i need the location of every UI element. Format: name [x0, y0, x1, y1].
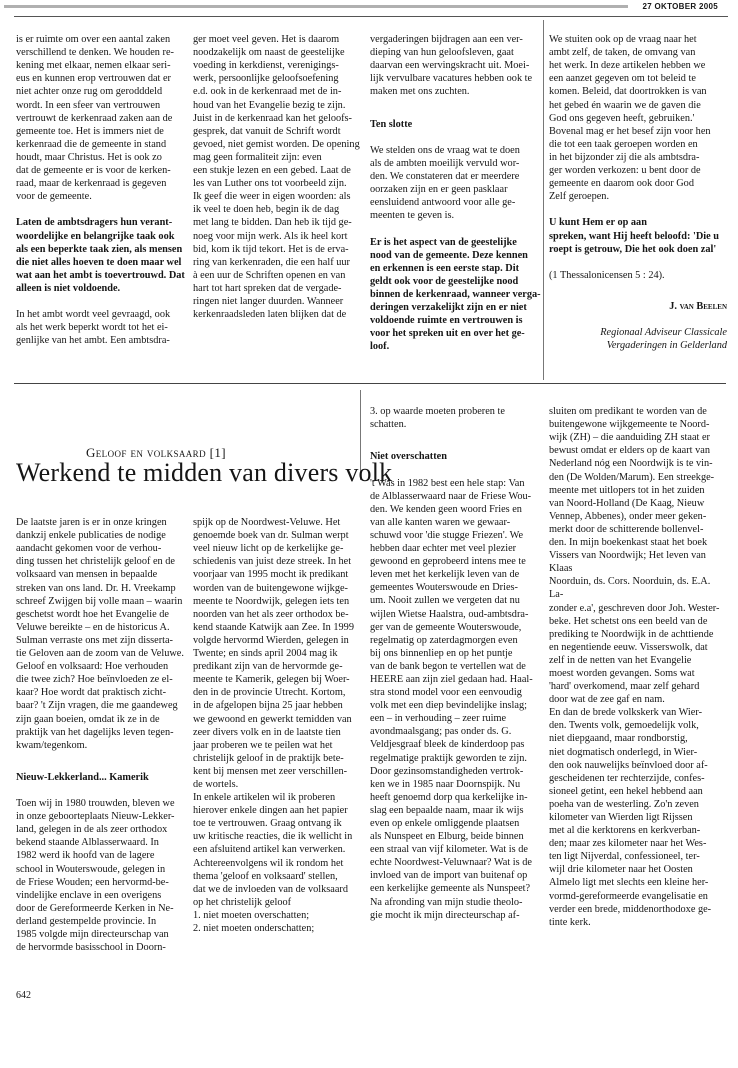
- article-col3-list-item: 3. op waarde moeten proberen te schatten.: [370, 406, 505, 431]
- article-col-1: [16, 503, 188, 967]
- prev-col3-bold: Er is het aspect van de geestelijke nood van de gemeente. Deze kennen en erkennen is een eerste stap. Dit geldt ook voor de geestelijke nood binnen de kerkenraad, wanneer verga- deringen verzakelijkt zijn en er niet voldoende ruimte en vertrouwen is voor het spreken uit en over het ge- loof.: [370, 236, 541, 353]
- section-heading-niet-overschatten: Niet overschatten: [370, 451, 447, 463]
- article-col-4: [549, 392, 727, 942]
- prev-col4-bold: U kunt Hem er op aan spreken, want Hij heeft beloofd: 'Die u roept is getrouw, Die het ook doen zal': [549, 217, 719, 255]
- prev-article-col-2: [193, 20, 368, 334]
- page-number: 642: [16, 990, 31, 1001]
- article-col4-body: sluiten om predikant te worden van de buitengewone wijkgemeente te Noord- wijk (ZH) – die aanduiding ZH staat er bewust omdat er elders op de kaart van Nederland nóg een Noordwijk is te vin- den (De Wolden/Marum). Een streekge- meente met uitlopers tot in het zuiden van Noord-Holland (De Kaag, Nieuw Vennep, Abbenes), onder meer geken- merkt door de schitterende bollenvel- den. In mijn boekenkast staat het boek Vissers van Noordwijk; Het leven van Klaas Noorduin, ds. Cors. Noorduin, ds. E.A. La- zonder e.a', geschreven door Joh. Wester- beke. Het schetst ons een beeld van de prediking te Noordwijk in de achttiende en negentiende eeuw. Visserswolk, dat zelf in de netten van het Evangelie moest worden gevangen. Soms wat 'hard' overkomend, maar zelf gehard door wat de zee gaf en nam. En dan de brede volkskerk van Wier- den. Twents volk, gemoedelijk volk, niet diepgaand, maar rondborstig, niet dogmatisch onderlegd, in Wier- den ook nauwelijks beïnvloed door af- gescheidenen ter rechterzijde, confes- sioneel getint, een hekel hebbend aan poeha van de westerling. Zo'n zeven kilometer van Wierden ligt Rijssen met al die kerktorens en kerkverban- den; maar zes kilometer naar het Wes- ten ligt Nijverdal, confessioneel, ter- wijl drie kilometer naar het Oosten Almelo ligt met slechts een kleine her- vormd-gereformeerde evangelisatie en verder een brede, middenorthodoxe ge- tinte kerk.: [549, 406, 720, 928]
- column-divider: [543, 20, 544, 380]
- author-signature: J. van Beelen: [669, 300, 727, 312]
- section-heading-nieuw-lekkerland: Nieuw-Lekkerland... Kamerik: [16, 771, 149, 783]
- prev-article-col-4: [549, 20, 727, 365]
- prev-col4-ref: (1 Thessalonicensen 5 : 24).: [549, 269, 665, 281]
- prev-col1-bold: Laten de ambtsdragers hun verant- woordelijke en belangrijke taak ook als een beperkte taak zien, als mensen die niet alles hoeven te doen maar wel wat aan het ambt is toevertrouwd. Dat alleen is niet voldoende.: [16, 217, 185, 294]
- prev-col2-para: ger moet veel geven. Het is daarom noodzakelijk om naast de geestelijke voeding in kerkdienst, verenigings- werk, persoonlijke geloofsoefening e.d. ook in de kerkenraad met de in- houd van het Evangelie bezig te zijn. Juist in de kerkenraad kan het geloofs- gesprek, dat vanuit de Schrift wordt gevoed, niet gemist worden. De opening mag geen formaliteit zijn: even een stukje lezen en een gebed. Laat de les van Luther ons tot voorbeeld zijn. Ik geef die weer in eigen woorden: als ik veel te doen heb, begin ik de dag met lang te bidden. Dan heb ik tijd ge- noeg voor mijn werk. Als ik heel kort bid, kom ik tijd tekort. Het is de erva- ring van kerkenraden, die een half uur à een uur de Schriften openen en van hart tot hart spreken dat de vergade- ringen niet langer duurden. Wanneer kerkenraadsleden laten blijken dat de: [193, 34, 360, 321]
- article-col2-body: spijk op de Noordwest-Veluwe. Het genoemde boek van dr. Sulman werpt veel nieuw licht op de kerkelijke ge- schiedenis van juist deze streek. In het voorjaar van 1995 mocht ik predikant worden van de buitengewone wijkge- meente te Noordwijk, gelegen iets ten noorden van het als zeer orthodox be- kend staande Katwijk aan Zee. In 1999 volgde hervormd Wierden, gelegen in Twente; en sinds april 2004 mag ik predikant zijn van de hervormde ge- meente te Kamerik, gelegen bij Woer- den in de provincie Utrecht. Kortom, in de afgelopen bijna 25 jaar hebben we gewoond en gewerkt temidden van zeer divers volk en in de laatste tien jaar proberen we te peilen wat het christelijk geloof in de praktijk bete- kent bij mensen met zeer verschillen- de wortels. In enkele artikelen wil ik proberen hierover enkele dingen aan het papier toe te vertrouwen. Graag ontvang ik uw kritische reacties, die ik wellicht in een afsluitend artikel kan verwerken. Achtereenvolgens wil ik rondom het thema 'geloof en volksaard' stellen, dat we de invloeden van de volksaard op het christelijk geloof 1. niet moeten overschatten; 2. niet moeten onderschatten;: [193, 517, 354, 934]
- prev-article-col-3: [370, 20, 542, 366]
- header-band: [4, 5, 628, 8]
- prev-col3-para-2: We stelden ons de vraag wat te doen als de ambten moeilijk vervuld wor- den. We constateren dat er meerdere oorzaken zijn en er geen pasklaar eensluidend antwoord voor alle ge- meenten te geven is.: [370, 144, 520, 222]
- prev-col1-rest: In het ambt wordt veel gevraagd, ook als het werk beperkt wordt tot het ei- genlijke van het ambt. Een ambtsdra-: [16, 309, 171, 347]
- header-rule: [14, 16, 728, 17]
- article-title: Werkend te midden van divers volk: [16, 458, 393, 487]
- article-col3-body: 't Was in 1982 best een hele stap: Van de Alblasserwaard naar de Friese Wou- den. We kenden geen woord Fries en van alle kanten waren we gewaar- schuwd voor 'die stugge Friezen'. We hebben daar echter met veel plezier gewoond en geprobeerd intens mee te leven met het kerkelijk leven van de gemeentes Wouterswoude en Dries- um. Nooit zullen we vergeten dat nu wijlen Wietse Haalstra, oud-ambtsdra- ger van de gemeente Wouterswoude, regelmatig op zaterdagmorgen even bij ons binnenliep en op het puntje van de bank begon te vertellen wat de HEERE aan zijn ziel gedaan had. Haal- stra stond model voor een eenvoudig volk met een diep bevindelijke inslag; een – in verhouding – zeer ruime avondmaalsgang; pas onder ds. G. Veldjesgraaf bleek de kinderdoop pas regelmatige praktijk geworden te zijn. Door gezinsomstandigheden vertrok- ken we in 1985 naar Doornspijk. Nu heeft genoemd dorp qua kerkelijke in- slag een bepaalde naam, maar ik wijs even op enkele omliggende plaatsen als Nunspeet en Elburg, beide binnen een straal van vijf kilometer. Wat is de echte Noordwest-Veluwnaar? Wat is de invloed van de import van buitenaf op een kerkelijke gemeente als Nunspeet? Na afronding van mijn studie theolo- gie mocht ik mijn directeurschap af-: [370, 477, 533, 921]
- prev-col3-para: vergaderingen bijdragen aan een ver- dieping van hun geloofsleven, gaat daarvan een wervingskracht uit. Moei- lijk vervulbare vacatures hebben ook te maken met ons zuchten.: [370, 34, 533, 98]
- prev-col1-para: is er ruimte om over een aantal zaken verschillend te denken. We houden re- kening met elkaar, nemen elkaar seri- eus en kunnen erop vertrouwen dat er niet achter onze rug om gerodddeld wordt. In een sfeer van vertrouwen vertrouwt de kerkenraad zaken aan de gemeente toe. Het is immers niet de kerkenraad die de gemeente in stand houdt, maar Christus. Het is ook zo dat de gemeente er is voor de kerken- raad, maar de kerkenraad is gegeven voor de gemeente.: [16, 34, 174, 203]
- author-role: Regionaal Adviseur Classicale Vergaderingen in Gelderland: [600, 327, 727, 352]
- article-separator-rule: [14, 383, 726, 384]
- section-heading-ten-slotte: Ten slotte: [370, 118, 413, 130]
- article-intro: De laatste jaren is er in onze kringen dankzij enkele publicaties de nodige aandacht gekomen voor de verhou- ding tussen het christelijk geloof en de volksaard van mensen in bepaalde streken van ons land. Dr. H. Vreekamp schreef Zwijgen bij volle maan – waarin geschetst wordt hoe het Evangelie de Veluwe bereikte – en de historicus A. Sulman verraste ons met zijn disserta- tie Geloven aan de zoom van de Veluwe. Geloof en volksaard: Hoe verhouden die twee zich? Hoe beïnvloeden ze el- kaar? Hoe wordt dat praktisch zicht- baar? 't Zijn vragen, die me gaandeweg zijn gaan boeien, omdat ik ze in de praktijk van het dagelijks leven tegen- kwam/tegenkom.: [16, 517, 184, 751]
- article-col-2: [193, 503, 369, 948]
- article-col1-body: Toen wij in 1980 trouwden, bleven we in onze geboorteplaats Nieuw-Lekker- land, gelegen in de als zeer orthodox bekend staande Alblasserwaard. In 1982 werd ik hoofd van de lagere school in Wouterswoude, gelegen in de Friese Wouden; een hervormd-be- vindelijke enclave in een overigens door de Gereformeerde Kerken in Ne- derland gestempelde provincie. In 1985 volgde mijn directeurschap van de hervormde basisschool in Doorn-: [16, 798, 175, 954]
- page-header: [0, 0, 738, 14]
- issue-date: 27 OKTOBER 2005: [642, 2, 718, 11]
- prev-col4-para: We stuiten ook op de vraag naar het ambt zelf, de taken, de omvang van het werk. In deze artikelen hebben we een aanzet gegeven om tot beleid te komen. Beleid, dat doortrokken is van het gebed én waarin we de gaven die God ons gegeven heeft, gebruiken.' Bovenal mag er het besef zijn voor hen die tot een taak geroepen worden en in het bijzonder zij die als ambtsdra- ger worden verkozen: u bent door de gemeente en daarom ook door God Zelf geroepen.: [549, 34, 711, 203]
- prev-article-col-1: [16, 20, 186, 360]
- article-kicker: Geloof en volksaard [1]: [86, 445, 226, 460]
- article-col-3: [370, 392, 542, 935]
